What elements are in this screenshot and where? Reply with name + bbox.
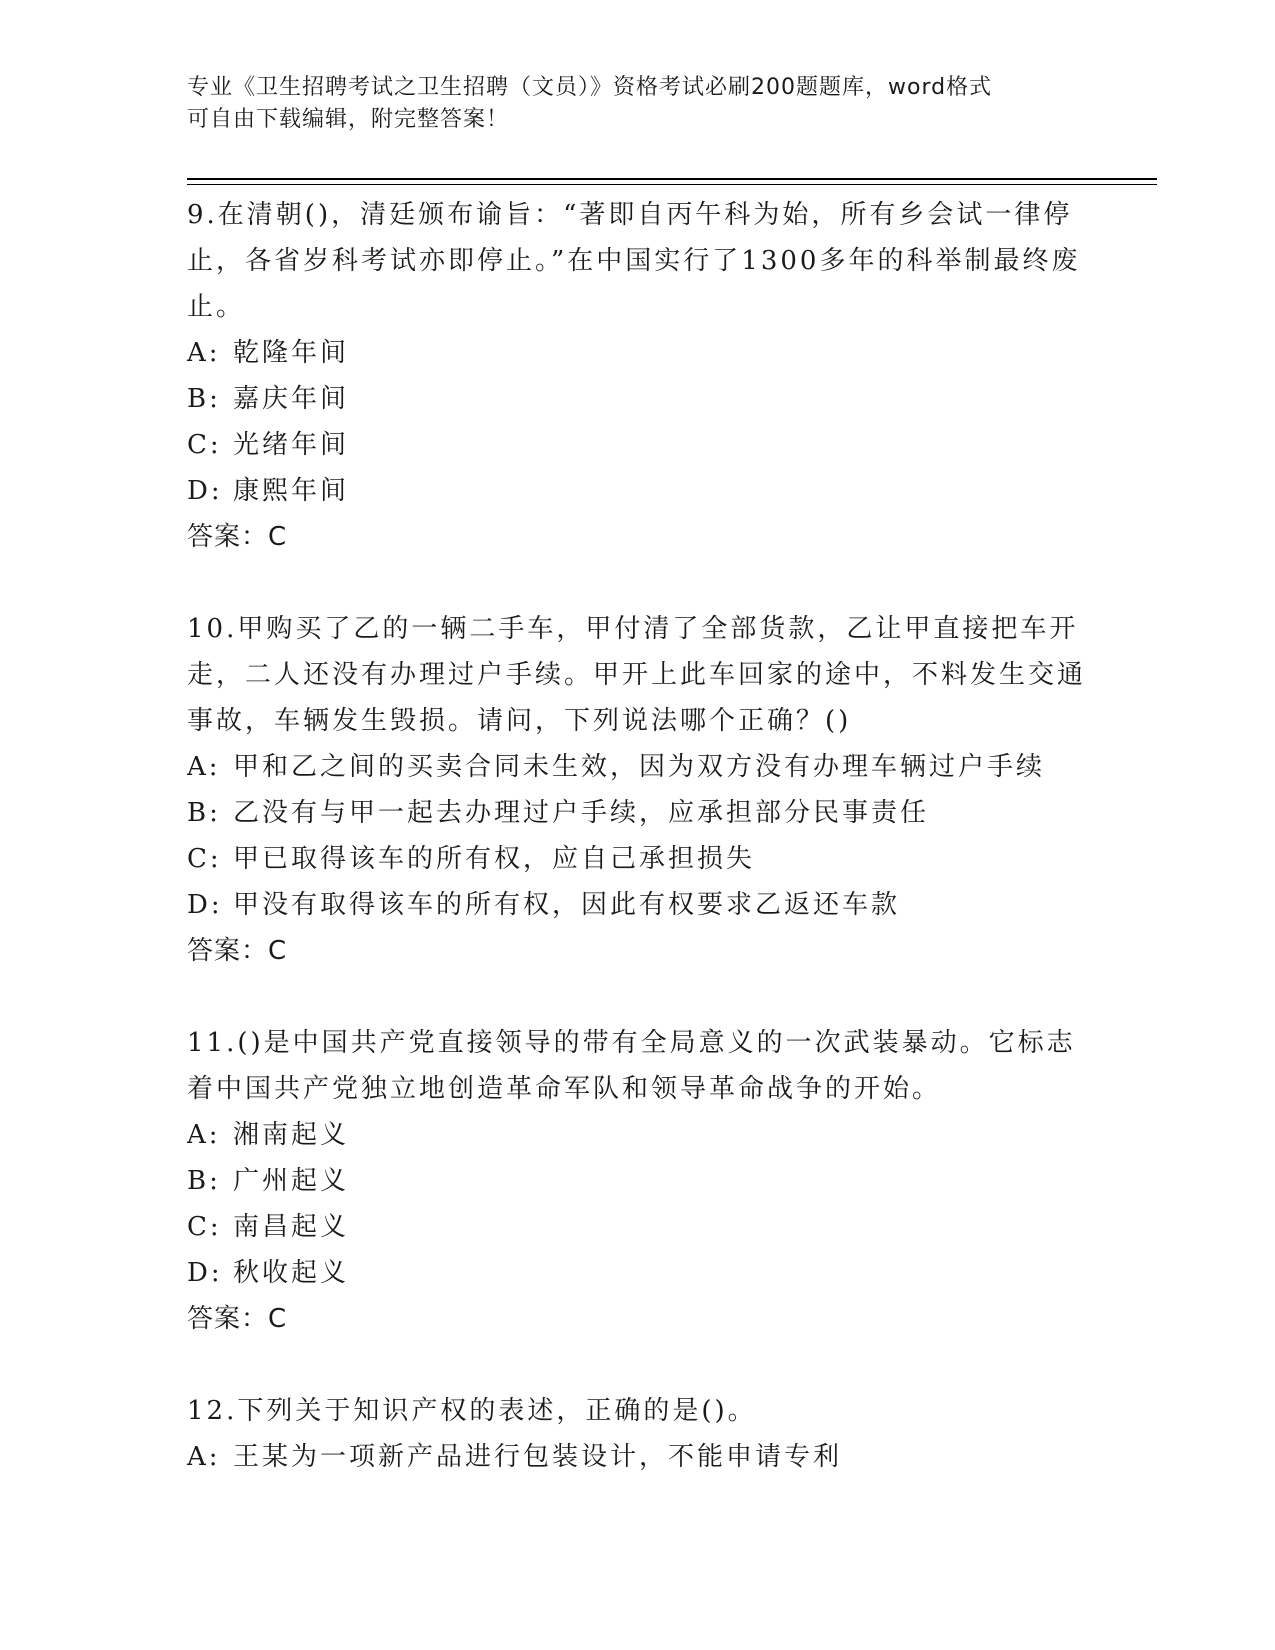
- answer-line: 答案：C: [187, 522, 288, 552]
- option-letter: A:: [187, 338, 221, 368]
- option-d: [187, 468, 1087, 514]
- option-letter: C:: [187, 844, 222, 874]
- question-11: [187, 1020, 1087, 1342]
- option-text: 南昌起义: [233, 1212, 350, 1242]
- option-a: [187, 1112, 1087, 1158]
- option-text: 王某为一项新产品进行包装设计，不能申请专利: [233, 1442, 843, 1472]
- option-text: 光绪年间: [233, 430, 350, 460]
- answer-line: 答案：C: [187, 936, 288, 966]
- option-d: [187, 1250, 1087, 1296]
- question-9: [187, 192, 1087, 560]
- question-list: [187, 192, 1087, 1526]
- option-letter: D:: [187, 1258, 223, 1288]
- answer-line: 答案：C: [187, 1304, 288, 1334]
- option-text: 乙没有与甲一起去办理过户手续，应承担部分民事责任: [233, 798, 930, 828]
- option-c: [187, 422, 1087, 468]
- option-text: 甲和乙之间的买卖合同未生效，因为双方没有办理车辆过户手续: [233, 752, 1046, 782]
- document-header: [187, 72, 1087, 136]
- option-letter: C:: [187, 430, 222, 460]
- option-letter: B:: [187, 384, 221, 414]
- header-rule-thin: [187, 184, 1157, 185]
- option-c: [187, 836, 1087, 882]
- option-letter: A:: [187, 1442, 221, 1472]
- option-a: [187, 744, 1087, 790]
- option-letter: B:: [187, 798, 221, 828]
- header-line-2: 可自由下载编辑，附完整答案！: [187, 107, 510, 132]
- option-c: [187, 1204, 1087, 1250]
- option-b: [187, 790, 1087, 836]
- question-stem: 9.在清朝()，清廷颁布谕旨：“著即自丙午科为始，所有乡会试一律停止，各省岁科考试亦即停止。”在中国实行了1300多年的科举制最终废止。: [187, 200, 1081, 322]
- option-letter: B:: [187, 1166, 221, 1196]
- option-a: [187, 1434, 1087, 1480]
- option-letter: A:: [187, 752, 221, 782]
- header-line-1: 专业《卫生招聘考试之卫生招聘（文员）》资格考试必刷200题题库，word格式: [187, 75, 993, 100]
- question-stem: 11.()是中国共产党直接领导的带有全局意义的一次武装暴动。它标志着中国共产党独立地创造革命军队和领导革命战争的开始。: [187, 1028, 1076, 1104]
- option-b: [187, 376, 1087, 422]
- option-text: 甲已取得该车的所有权，应自己承担损失: [233, 844, 756, 874]
- header-rule-thick: [187, 178, 1157, 180]
- option-text: 广州起义: [233, 1166, 350, 1196]
- option-b: [187, 1158, 1087, 1204]
- option-text: 嘉庆年间: [233, 384, 350, 414]
- question-stem: 12.下列关于知识产权的表述，正确的是()。: [187, 1396, 757, 1426]
- option-d: [187, 882, 1087, 928]
- option-text: 湘南起义: [233, 1120, 350, 1150]
- option-text: 秋收起义: [233, 1258, 350, 1288]
- option-text: 乾隆年间: [233, 338, 350, 368]
- question-stem: 10.甲购买了乙的一辆二手车，甲付清了全部货款，乙让甲直接把车开走，二人还没有办理过户手续。甲开上此车回家的途中，不料发生交通事故，车辆发生毁损。请问，下列说法哪个正确？(): [187, 614, 1087, 736]
- option-letter: A:: [187, 1120, 221, 1150]
- option-a: [187, 330, 1087, 376]
- option-letter: D:: [187, 890, 223, 920]
- option-text: 康熙年间: [233, 476, 350, 506]
- option-text: 甲没有取得该车的所有权，因此有权要求乙返还车款: [233, 890, 901, 920]
- question-12: [187, 1388, 1087, 1480]
- question-10: [187, 606, 1087, 974]
- option-letter: D:: [187, 476, 223, 506]
- option-letter: C:: [187, 1212, 222, 1242]
